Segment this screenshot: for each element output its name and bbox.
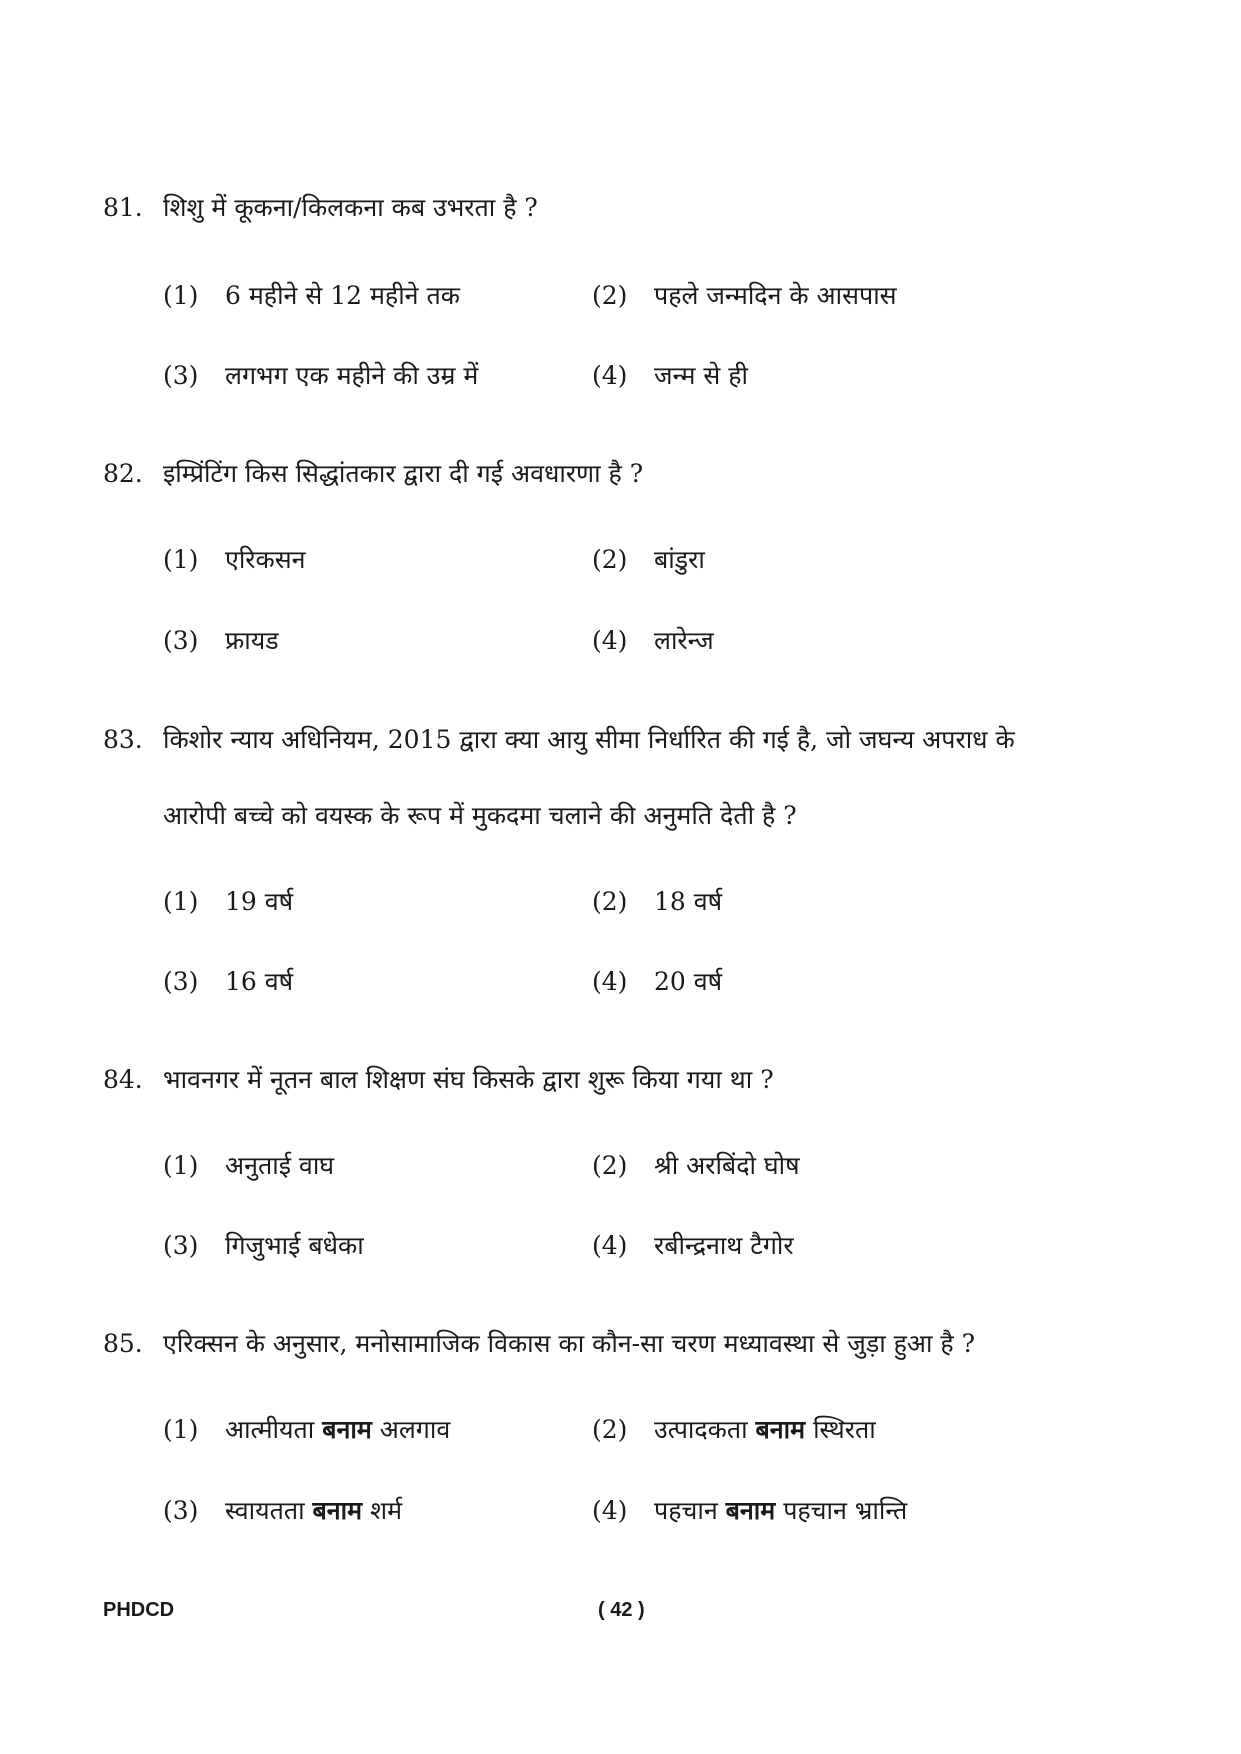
option-text: पहले जन्मदिन के आसपास bbox=[654, 281, 897, 310]
option-number: (4) bbox=[592, 1496, 628, 1525]
option-text-post: पहचान भ्रान्ति bbox=[783, 1496, 908, 1525]
option-number: (4) bbox=[592, 967, 628, 996]
question-85 bbox=[103, 1328, 975, 1360]
option-number: (1) bbox=[163, 281, 199, 310]
option-text-pre: उत्पादकता bbox=[654, 1415, 748, 1444]
option-number: (1) bbox=[163, 1415, 199, 1444]
option-number: (1) bbox=[163, 1151, 199, 1180]
option-text-post: अलगाव bbox=[379, 1415, 451, 1444]
option-84-1 bbox=[163, 1150, 334, 1182]
question-text: भावनगर में नूतन बाल शिक्षण संघ किसके द्वारा शुरू किया गया था ? bbox=[163, 1065, 774, 1094]
option-number: (4) bbox=[592, 626, 628, 655]
option-text: रबीन्द्रनाथ टैगोर bbox=[654, 1231, 794, 1260]
option-number: (3) bbox=[163, 361, 199, 390]
option-85-1 bbox=[163, 1414, 450, 1446]
option-text: बांडुरा bbox=[654, 545, 705, 574]
option-number: (2) bbox=[592, 1415, 628, 1444]
option-81-1 bbox=[163, 280, 460, 312]
option-text: श्री अरबिंदो घोष bbox=[654, 1151, 800, 1180]
option-85-2 bbox=[592, 1414, 876, 1446]
question-number: 82. bbox=[103, 459, 143, 488]
option-text: गिजुभाई बधेका bbox=[225, 1231, 364, 1260]
option-text-post: शर्म bbox=[370, 1496, 403, 1525]
option-number: (2) bbox=[592, 281, 628, 310]
option-81-4 bbox=[592, 360, 748, 392]
option-text: लारेन्ज bbox=[654, 626, 714, 655]
option-84-2 bbox=[592, 1150, 800, 1182]
option-number: (2) bbox=[592, 887, 628, 916]
option-number: (3) bbox=[163, 1496, 199, 1525]
option-85-3 bbox=[163, 1495, 402, 1527]
option-text: 20 वर्ष bbox=[654, 967, 723, 996]
option-84-4 bbox=[592, 1230, 794, 1262]
footer-page-number: ( 42 ) bbox=[598, 1599, 645, 1621]
option-text-pre: स्वायतता bbox=[225, 1496, 305, 1525]
option-number: (2) bbox=[592, 1151, 628, 1180]
question-number: 83. bbox=[103, 725, 143, 754]
option-83-4 bbox=[592, 966, 722, 998]
option-text-bold: बनाम bbox=[322, 1415, 372, 1444]
option-text-post: स्थिरता bbox=[813, 1415, 876, 1444]
question-81 bbox=[103, 192, 538, 224]
option-number: (4) bbox=[592, 1231, 628, 1260]
option-number: (2) bbox=[592, 545, 628, 574]
option-83-3 bbox=[163, 966, 293, 998]
question-number: 85. bbox=[103, 1329, 143, 1358]
question-83 bbox=[103, 724, 1015, 756]
option-85-4 bbox=[592, 1495, 907, 1527]
question-text: शिशु में कूकना/किलकना कब उभरता है ? bbox=[163, 193, 538, 222]
question-number: 84. bbox=[103, 1065, 143, 1094]
question-text: इम्प्रिंटिंग किस सिद्धांतकार द्वारा दी गई अवधारणा है ? bbox=[163, 459, 644, 488]
option-number: (3) bbox=[163, 626, 199, 655]
option-81-3 bbox=[163, 360, 478, 392]
option-82-3 bbox=[163, 625, 279, 657]
option-text: जन्म से ही bbox=[654, 361, 748, 390]
option-text: 6 महीने से 12 महीने तक bbox=[225, 281, 460, 310]
option-82-2 bbox=[592, 544, 705, 576]
option-text: 19 वर्ष bbox=[225, 887, 294, 916]
option-text-bold: बनाम bbox=[755, 1415, 806, 1444]
option-number: (4) bbox=[592, 361, 628, 390]
question-text: एरिक्सन के अनुसार, मनोसामाजिक विकास का कौन-सा चरण मध्यावस्था से जुड़ा हुआ है ? bbox=[163, 1329, 976, 1358]
option-text-bold: बनाम bbox=[725, 1496, 776, 1525]
question-83-continued: आरोपी बच्चे को वयस्क के रूप में मुकदमा चलाने की अनुमति देती है ? bbox=[163, 801, 797, 830]
option-number: (1) bbox=[163, 887, 199, 916]
option-text: 18 वर्ष bbox=[654, 887, 723, 916]
option-text: 16 वर्ष bbox=[225, 967, 294, 996]
footer-booklet-code: PHDCD bbox=[103, 1599, 175, 1621]
option-text: लगभग एक महीने की उम्र में bbox=[225, 361, 479, 390]
option-number: (1) bbox=[163, 545, 199, 574]
option-text: एरिकसन bbox=[225, 545, 306, 574]
question-number: 81. bbox=[103, 193, 143, 222]
option-text-bold: बनाम bbox=[312, 1496, 363, 1525]
option-82-4 bbox=[592, 625, 714, 657]
question-text: किशोर न्याय अधिनियम, 2015 द्वारा क्या आयु सीमा निर्धारित की गई है, जो जघन्य अपराध के bbox=[163, 725, 1015, 754]
option-text-pre: पहचान bbox=[654, 1496, 718, 1525]
option-84-3 bbox=[163, 1230, 364, 1262]
question-82 bbox=[103, 458, 643, 490]
option-82-1 bbox=[163, 544, 306, 576]
option-text: अनुताई वाघ bbox=[225, 1151, 335, 1180]
question-84 bbox=[103, 1064, 774, 1096]
option-81-2 bbox=[592, 280, 897, 312]
option-83-2 bbox=[592, 886, 722, 918]
option-text: फ्रायड bbox=[225, 626, 279, 655]
option-number: (3) bbox=[163, 967, 199, 996]
option-text-pre: आत्मीयता bbox=[225, 1415, 315, 1444]
option-number: (3) bbox=[163, 1231, 199, 1260]
option-83-1 bbox=[163, 886, 293, 918]
